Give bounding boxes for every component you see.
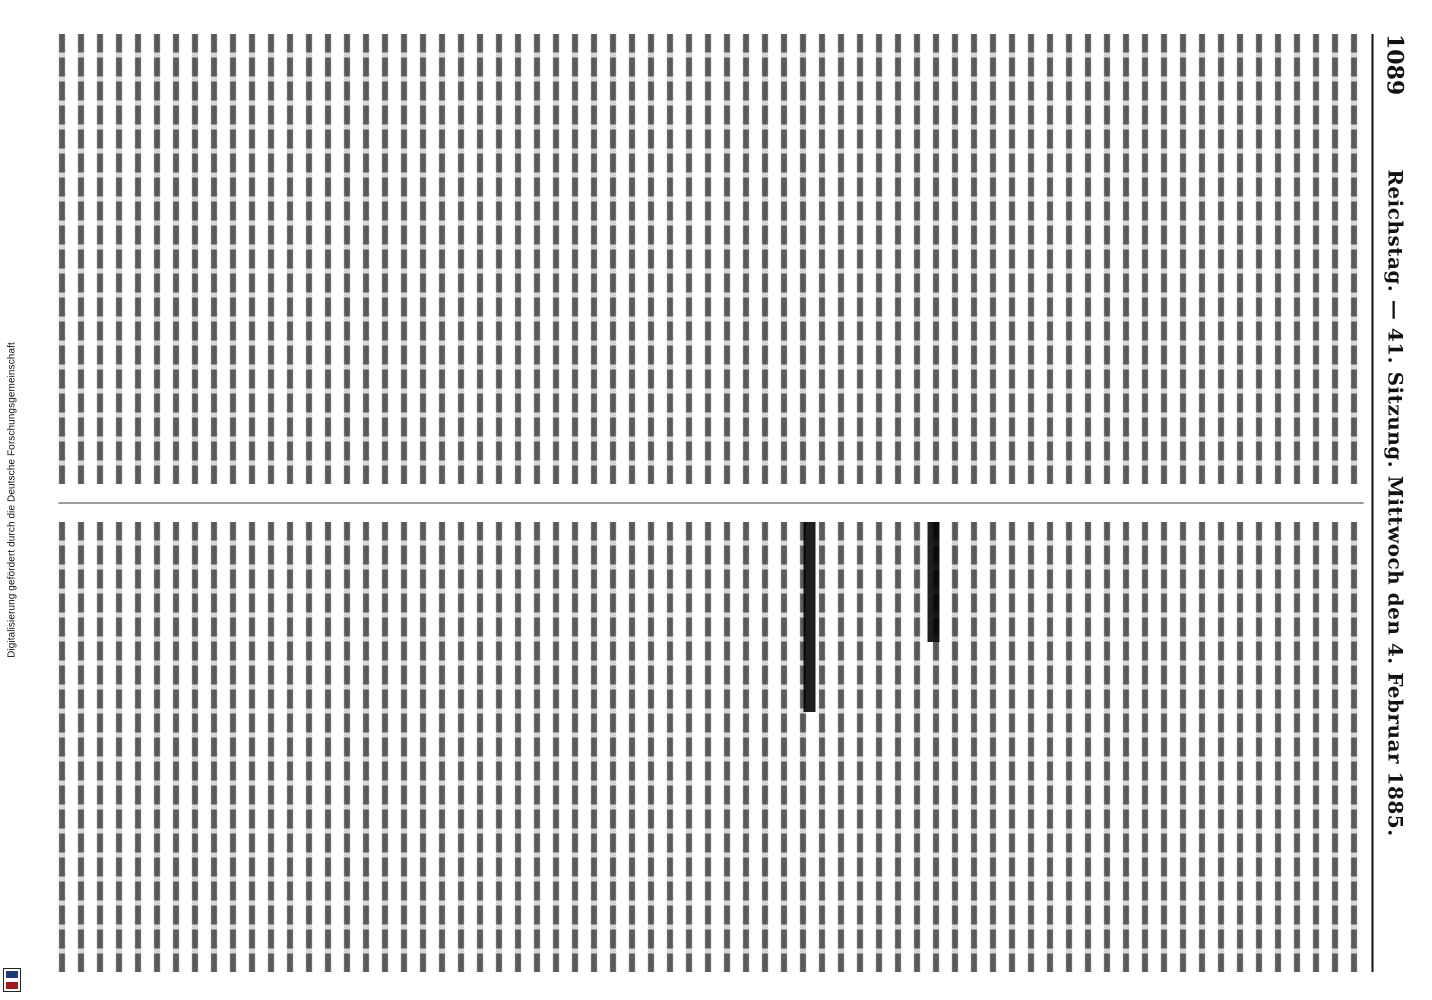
text-columns bbox=[58, 34, 1363, 972]
column-left bbox=[58, 34, 1363, 484]
header-rule bbox=[1371, 34, 1373, 972]
footer-strip bbox=[0, 0, 24, 1000]
speaker-heading-mark bbox=[803, 522, 815, 712]
scanned-text-lines-left bbox=[58, 34, 1363, 484]
scanned-page bbox=[40, 18, 1425, 988]
dfg-logo-icon bbox=[3, 968, 21, 992]
footer-digitization-note: Digitalisierung gefördert durch die Deutsche Forschungsgemeinschaft bbox=[6, 342, 18, 658]
scanned-text-lines-right bbox=[58, 522, 1363, 972]
page-header bbox=[1379, 34, 1413, 972]
speaker-heading-mark bbox=[927, 522, 939, 642]
column-divider bbox=[58, 503, 1363, 504]
rotated-page-content bbox=[40, 18, 1425, 988]
column-right bbox=[58, 522, 1363, 972]
page-number: 1089 bbox=[1381, 34, 1407, 96]
running-header: Reichstag. — 41. Sitzung. Mittwoch den 4. Februar 1885. bbox=[1383, 169, 1407, 837]
